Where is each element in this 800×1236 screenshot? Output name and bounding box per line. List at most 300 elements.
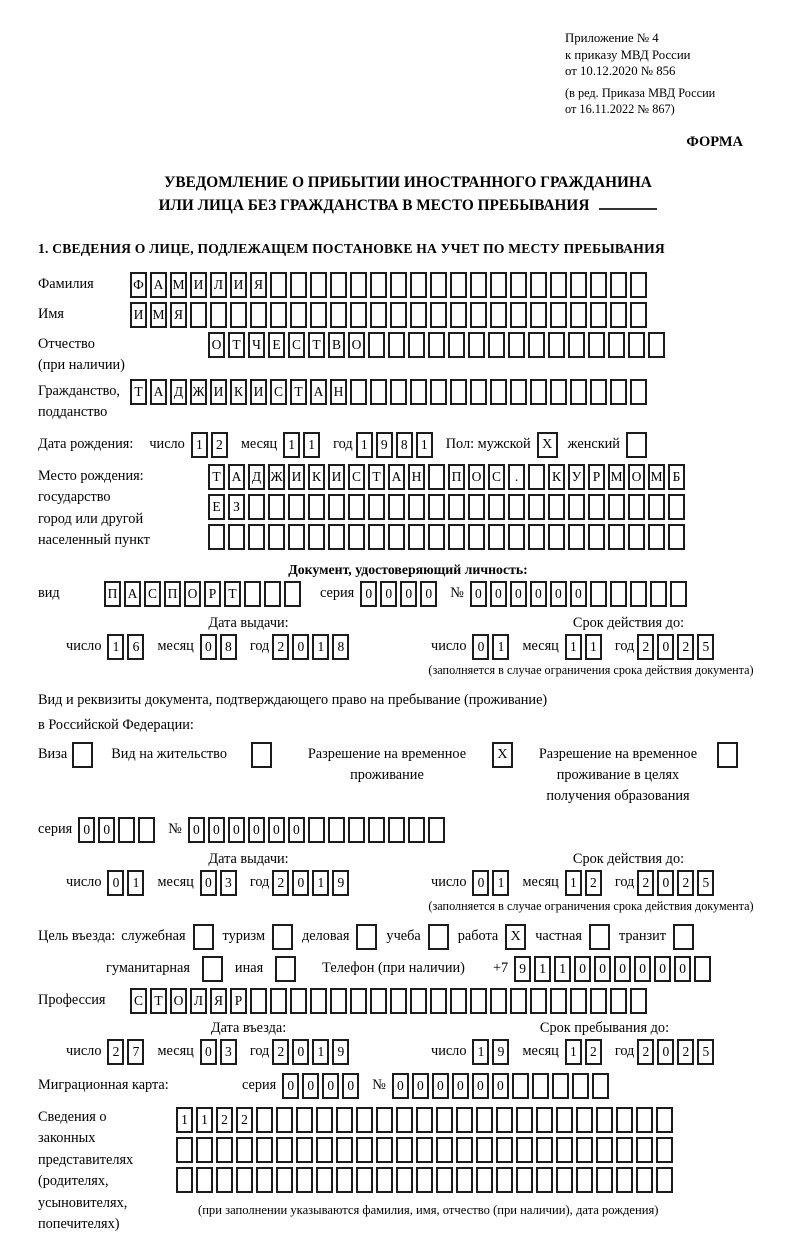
char-box[interactable]: 2 bbox=[585, 1039, 602, 1065]
char-box[interactable] bbox=[376, 1107, 393, 1133]
purpose-tourism-checkbox[interactable] bbox=[272, 924, 293, 950]
char-box[interactable] bbox=[328, 494, 345, 520]
char-box[interactable] bbox=[368, 524, 385, 550]
char-box[interactable] bbox=[256, 1167, 273, 1193]
char-box[interactable] bbox=[556, 1107, 573, 1133]
char-box[interactable]: 0 bbox=[594, 956, 611, 982]
char-box[interactable] bbox=[408, 524, 425, 550]
char-box[interactable]: 1 bbox=[492, 634, 509, 660]
char-box[interactable] bbox=[390, 988, 407, 1014]
char-box[interactable] bbox=[350, 302, 367, 328]
char-box[interactable] bbox=[388, 332, 405, 358]
char-box[interactable] bbox=[570, 272, 587, 298]
char-box[interactable] bbox=[290, 988, 307, 1014]
char-box[interactable] bbox=[196, 1137, 213, 1163]
char-box[interactable]: 0 bbox=[292, 634, 309, 660]
char-box[interactable] bbox=[118, 817, 135, 843]
char-box[interactable] bbox=[608, 524, 625, 550]
char-box[interactable] bbox=[556, 1167, 573, 1193]
char-box[interactable] bbox=[470, 302, 487, 328]
char-box[interactable] bbox=[516, 1137, 533, 1163]
char-box[interactable] bbox=[388, 817, 405, 843]
char-box[interactable]: 2 bbox=[211, 432, 228, 458]
char-box[interactable]: 0 bbox=[432, 1073, 449, 1099]
char-box[interactable] bbox=[590, 302, 607, 328]
char-box[interactable]: А bbox=[310, 379, 327, 405]
char-box[interactable]: Е bbox=[208, 494, 225, 520]
char-box[interactable] bbox=[656, 1137, 673, 1163]
char-box[interactable] bbox=[296, 1137, 313, 1163]
char-box[interactable]: 2 bbox=[677, 634, 694, 660]
char-box[interactable] bbox=[512, 1073, 529, 1099]
char-box[interactable] bbox=[390, 302, 407, 328]
sex-female-checkbox[interactable] bbox=[626, 432, 647, 458]
char-box[interactable] bbox=[476, 1137, 493, 1163]
char-box[interactable] bbox=[596, 1167, 613, 1193]
char-box[interactable] bbox=[650, 581, 667, 607]
char-box[interactable] bbox=[476, 1167, 493, 1193]
char-box[interactable] bbox=[256, 1107, 273, 1133]
char-box[interactable]: 0 bbox=[200, 1039, 217, 1065]
char-box[interactable] bbox=[410, 379, 427, 405]
char-box[interactable]: 0 bbox=[248, 817, 265, 843]
char-box[interactable] bbox=[430, 272, 447, 298]
char-box[interactable]: С bbox=[130, 988, 147, 1014]
purpose-business-checkbox[interactable] bbox=[356, 924, 377, 950]
char-box[interactable] bbox=[368, 817, 385, 843]
char-box[interactable]: 0 bbox=[228, 817, 245, 843]
char-box[interactable]: 1 bbox=[283, 432, 300, 458]
char-box[interactable] bbox=[648, 524, 665, 550]
char-box[interactable] bbox=[410, 302, 427, 328]
char-box[interactable]: 0 bbox=[288, 817, 305, 843]
char-box[interactable] bbox=[670, 581, 687, 607]
char-box[interactable] bbox=[596, 1137, 613, 1163]
char-box[interactable]: 0 bbox=[674, 956, 691, 982]
char-box[interactable] bbox=[290, 302, 307, 328]
char-box[interactable]: Р bbox=[204, 581, 221, 607]
char-box[interactable] bbox=[570, 988, 587, 1014]
char-box[interactable] bbox=[530, 379, 547, 405]
char-box[interactable]: 0 bbox=[510, 581, 527, 607]
char-box[interactable] bbox=[596, 1107, 613, 1133]
char-box[interactable]: 0 bbox=[98, 817, 115, 843]
char-box[interactable]: 0 bbox=[472, 870, 489, 896]
char-box[interactable] bbox=[510, 379, 527, 405]
char-box[interactable] bbox=[448, 332, 465, 358]
char-box[interactable]: 1 bbox=[196, 1107, 213, 1133]
purpose-other-checkbox[interactable] bbox=[275, 956, 296, 982]
char-box[interactable] bbox=[330, 302, 347, 328]
char-box[interactable]: 1 bbox=[472, 1039, 489, 1065]
char-box[interactable] bbox=[276, 1107, 293, 1133]
char-box[interactable] bbox=[284, 581, 301, 607]
char-box[interactable]: 0 bbox=[292, 1039, 309, 1065]
char-box[interactable] bbox=[428, 524, 445, 550]
char-box[interactable]: 0 bbox=[574, 956, 591, 982]
char-box[interactable]: 0 bbox=[654, 956, 671, 982]
char-box[interactable] bbox=[490, 988, 507, 1014]
char-box[interactable]: К bbox=[308, 464, 325, 490]
char-box[interactable] bbox=[630, 272, 647, 298]
char-box[interactable] bbox=[450, 272, 467, 298]
char-box[interactable] bbox=[210, 302, 227, 328]
char-box[interactable]: 1 bbox=[176, 1107, 193, 1133]
char-box[interactable]: О bbox=[468, 464, 485, 490]
char-box[interactable] bbox=[436, 1107, 453, 1133]
char-box[interactable]: 0 bbox=[490, 581, 507, 607]
char-box[interactable]: 1 bbox=[356, 432, 373, 458]
char-box[interactable]: 0 bbox=[412, 1073, 429, 1099]
char-box[interactable]: А bbox=[228, 464, 245, 490]
char-box[interactable] bbox=[528, 494, 545, 520]
char-box[interactable] bbox=[316, 1137, 333, 1163]
char-box[interactable]: П bbox=[164, 581, 181, 607]
char-box[interactable] bbox=[636, 1137, 653, 1163]
char-box[interactable] bbox=[248, 494, 265, 520]
char-box[interactable]: Я bbox=[210, 988, 227, 1014]
char-box[interactable] bbox=[416, 1107, 433, 1133]
char-box[interactable] bbox=[590, 272, 607, 298]
char-box[interactable]: 8 bbox=[220, 634, 237, 660]
char-box[interactable] bbox=[190, 302, 207, 328]
char-box[interactable]: 5 bbox=[697, 870, 714, 896]
char-box[interactable] bbox=[530, 988, 547, 1014]
char-box[interactable] bbox=[528, 524, 545, 550]
char-box[interactable] bbox=[288, 524, 305, 550]
char-box[interactable]: О bbox=[628, 464, 645, 490]
char-box[interactable] bbox=[228, 524, 245, 550]
char-box[interactable] bbox=[528, 332, 545, 358]
char-box[interactable]: 2 bbox=[272, 634, 289, 660]
char-box[interactable] bbox=[516, 1167, 533, 1193]
char-box[interactable] bbox=[396, 1107, 413, 1133]
char-box[interactable] bbox=[388, 494, 405, 520]
char-box[interactable]: 0 bbox=[492, 1073, 509, 1099]
char-box[interactable] bbox=[488, 524, 505, 550]
char-box[interactable] bbox=[368, 332, 385, 358]
char-box[interactable]: Л bbox=[210, 272, 227, 298]
char-box[interactable]: Т bbox=[308, 332, 325, 358]
char-box[interactable] bbox=[630, 988, 647, 1014]
char-box[interactable]: 0 bbox=[400, 581, 417, 607]
char-box[interactable] bbox=[508, 524, 525, 550]
char-box[interactable]: И bbox=[230, 272, 247, 298]
char-box[interactable] bbox=[456, 1107, 473, 1133]
char-box[interactable]: Д bbox=[248, 464, 265, 490]
char-box[interactable] bbox=[264, 581, 281, 607]
char-box[interactable]: 7 bbox=[127, 1039, 144, 1065]
char-box[interactable] bbox=[276, 1137, 293, 1163]
char-box[interactable]: А bbox=[150, 379, 167, 405]
char-box[interactable] bbox=[490, 272, 507, 298]
char-box[interactable]: О bbox=[348, 332, 365, 358]
char-box[interactable] bbox=[244, 581, 261, 607]
char-box[interactable]: С bbox=[144, 581, 161, 607]
char-box[interactable] bbox=[588, 494, 605, 520]
char-box[interactable]: 6 bbox=[127, 634, 144, 660]
char-box[interactable] bbox=[510, 302, 527, 328]
char-box[interactable] bbox=[296, 1107, 313, 1133]
char-box[interactable] bbox=[576, 1137, 593, 1163]
temp-residence-checkbox[interactable]: X bbox=[492, 742, 513, 768]
char-box[interactable]: Я bbox=[250, 272, 267, 298]
char-box[interactable]: И bbox=[130, 302, 147, 328]
char-box[interactable] bbox=[216, 1167, 233, 1193]
char-box[interactable] bbox=[270, 988, 287, 1014]
char-box[interactable] bbox=[276, 1167, 293, 1193]
char-box[interactable]: П bbox=[104, 581, 121, 607]
char-box[interactable] bbox=[496, 1167, 513, 1193]
char-box[interactable] bbox=[450, 988, 467, 1014]
char-box[interactable] bbox=[576, 1167, 593, 1193]
char-box[interactable]: 9 bbox=[376, 432, 393, 458]
char-box[interactable] bbox=[648, 332, 665, 358]
char-box[interactable] bbox=[348, 494, 365, 520]
char-box[interactable]: 0 bbox=[472, 634, 489, 660]
char-box[interactable]: 2 bbox=[637, 1039, 654, 1065]
char-box[interactable] bbox=[216, 1137, 233, 1163]
char-box[interactable] bbox=[576, 1107, 593, 1133]
char-box[interactable] bbox=[548, 524, 565, 550]
char-box[interactable]: 1 bbox=[191, 432, 208, 458]
char-box[interactable] bbox=[468, 494, 485, 520]
char-box[interactable]: О bbox=[170, 988, 187, 1014]
char-box[interactable]: А bbox=[150, 272, 167, 298]
char-box[interactable] bbox=[328, 524, 345, 550]
char-box[interactable]: 9 bbox=[332, 870, 349, 896]
char-box[interactable]: Н bbox=[330, 379, 347, 405]
char-box[interactable] bbox=[588, 332, 605, 358]
char-box[interactable] bbox=[530, 302, 547, 328]
char-box[interactable] bbox=[508, 494, 525, 520]
char-box[interactable]: У bbox=[568, 464, 585, 490]
char-box[interactable]: 2 bbox=[677, 870, 694, 896]
char-box[interactable] bbox=[436, 1167, 453, 1193]
char-box[interactable]: 1 bbox=[534, 956, 551, 982]
char-box[interactable] bbox=[356, 1137, 373, 1163]
char-box[interactable]: П bbox=[448, 464, 465, 490]
char-box[interactable]: 0 bbox=[614, 956, 631, 982]
char-box[interactable] bbox=[370, 302, 387, 328]
char-box[interactable] bbox=[468, 332, 485, 358]
char-box[interactable] bbox=[610, 302, 627, 328]
char-box[interactable]: 2 bbox=[637, 634, 654, 660]
char-box[interactable] bbox=[350, 379, 367, 405]
char-box[interactable] bbox=[630, 379, 647, 405]
char-box[interactable]: 0 bbox=[360, 581, 377, 607]
char-box[interactable]: 0 bbox=[200, 634, 217, 660]
char-box[interactable] bbox=[556, 1137, 573, 1163]
char-box[interactable] bbox=[490, 302, 507, 328]
char-box[interactable] bbox=[370, 988, 387, 1014]
char-box[interactable]: 2 bbox=[216, 1107, 233, 1133]
char-box[interactable]: 0 bbox=[200, 870, 217, 896]
char-box[interactable] bbox=[236, 1167, 253, 1193]
char-box[interactable]: 1 bbox=[312, 634, 329, 660]
char-box[interactable] bbox=[636, 1107, 653, 1133]
char-box[interactable] bbox=[356, 1107, 373, 1133]
char-box[interactable] bbox=[248, 524, 265, 550]
char-box[interactable] bbox=[430, 302, 447, 328]
purpose-study-checkbox[interactable] bbox=[428, 924, 449, 950]
char-box[interactable]: 1 bbox=[565, 634, 582, 660]
char-box[interactable]: Б bbox=[668, 464, 685, 490]
char-box[interactable] bbox=[510, 272, 527, 298]
char-box[interactable] bbox=[176, 1167, 193, 1193]
char-box[interactable] bbox=[310, 272, 327, 298]
char-box[interactable]: С bbox=[348, 464, 365, 490]
char-box[interactable]: 0 bbox=[302, 1073, 319, 1099]
sex-male-checkbox[interactable]: X bbox=[537, 432, 558, 458]
char-box[interactable] bbox=[510, 988, 527, 1014]
char-box[interactable] bbox=[550, 988, 567, 1014]
char-box[interactable]: Я bbox=[170, 302, 187, 328]
char-box[interactable] bbox=[568, 332, 585, 358]
char-box[interactable] bbox=[428, 494, 445, 520]
char-box[interactable] bbox=[176, 1137, 193, 1163]
char-box[interactable] bbox=[196, 1167, 213, 1193]
char-box[interactable]: 0 bbox=[107, 870, 124, 896]
char-box[interactable]: Т bbox=[208, 464, 225, 490]
char-box[interactable] bbox=[552, 1073, 569, 1099]
char-box[interactable] bbox=[628, 494, 645, 520]
char-box[interactable] bbox=[308, 817, 325, 843]
char-box[interactable] bbox=[310, 988, 327, 1014]
char-box[interactable] bbox=[330, 272, 347, 298]
char-box[interactable]: 0 bbox=[420, 581, 437, 607]
char-box[interactable]: Ж bbox=[268, 464, 285, 490]
char-box[interactable] bbox=[408, 817, 425, 843]
char-box[interactable] bbox=[610, 379, 627, 405]
char-box[interactable]: 0 bbox=[530, 581, 547, 607]
residence-permit-checkbox[interactable] bbox=[251, 742, 272, 768]
char-box[interactable] bbox=[290, 272, 307, 298]
char-box[interactable] bbox=[648, 494, 665, 520]
char-box[interactable] bbox=[628, 524, 645, 550]
purpose-official-checkbox[interactable] bbox=[193, 924, 214, 950]
char-box[interactable]: 2 bbox=[107, 1039, 124, 1065]
char-box[interactable] bbox=[356, 1167, 373, 1193]
char-box[interactable] bbox=[236, 1137, 253, 1163]
char-box[interactable] bbox=[370, 379, 387, 405]
char-box[interactable] bbox=[530, 272, 547, 298]
char-box[interactable] bbox=[570, 302, 587, 328]
char-box[interactable] bbox=[628, 332, 645, 358]
char-box[interactable]: 9 bbox=[492, 1039, 509, 1065]
char-box[interactable]: 1 bbox=[585, 634, 602, 660]
char-box[interactable]: 8 bbox=[396, 432, 413, 458]
char-box[interactable]: Ф bbox=[130, 272, 147, 298]
char-box[interactable] bbox=[496, 1107, 513, 1133]
char-box[interactable] bbox=[270, 272, 287, 298]
char-box[interactable] bbox=[390, 379, 407, 405]
char-box[interactable] bbox=[368, 494, 385, 520]
purpose-transit-checkbox[interactable] bbox=[673, 924, 694, 950]
char-box[interactable] bbox=[590, 581, 607, 607]
char-box[interactable]: 5 bbox=[697, 1039, 714, 1065]
char-box[interactable] bbox=[532, 1073, 549, 1099]
char-box[interactable]: Н bbox=[408, 464, 425, 490]
char-box[interactable]: О bbox=[208, 332, 225, 358]
char-box[interactable]: 1 bbox=[107, 634, 124, 660]
char-box[interactable]: 9 bbox=[514, 956, 531, 982]
char-box[interactable] bbox=[592, 1073, 609, 1099]
char-box[interactable] bbox=[336, 1137, 353, 1163]
char-box[interactable]: М bbox=[150, 302, 167, 328]
char-box[interactable] bbox=[410, 988, 427, 1014]
char-box[interactable] bbox=[570, 379, 587, 405]
char-box[interactable] bbox=[268, 494, 285, 520]
char-box[interactable]: М bbox=[170, 272, 187, 298]
char-box[interactable]: 0 bbox=[292, 870, 309, 896]
visa-checkbox[interactable] bbox=[72, 742, 93, 768]
char-box[interactable]: 0 bbox=[342, 1073, 359, 1099]
char-box[interactable]: 0 bbox=[657, 1039, 674, 1065]
char-box[interactable]: 2 bbox=[637, 870, 654, 896]
char-box[interactable] bbox=[288, 494, 305, 520]
char-box[interactable] bbox=[630, 581, 647, 607]
char-box[interactable] bbox=[428, 817, 445, 843]
char-box[interactable] bbox=[608, 494, 625, 520]
char-box[interactable] bbox=[450, 302, 467, 328]
char-box[interactable]: Р bbox=[588, 464, 605, 490]
char-box[interactable] bbox=[408, 494, 425, 520]
char-box[interactable] bbox=[230, 302, 247, 328]
char-box[interactable]: 0 bbox=[282, 1073, 299, 1099]
char-box[interactable] bbox=[256, 1137, 273, 1163]
char-box[interactable]: И bbox=[190, 272, 207, 298]
char-box[interactable]: Ж bbox=[190, 379, 207, 405]
char-box[interactable]: 0 bbox=[188, 817, 205, 843]
char-box[interactable] bbox=[488, 332, 505, 358]
char-box[interactable]: И bbox=[288, 464, 305, 490]
char-box[interactable]: В bbox=[328, 332, 345, 358]
char-box[interactable] bbox=[408, 332, 425, 358]
char-box[interactable]: 0 bbox=[380, 581, 397, 607]
char-box[interactable] bbox=[536, 1167, 553, 1193]
char-box[interactable] bbox=[268, 524, 285, 550]
char-box[interactable] bbox=[376, 1167, 393, 1193]
char-box[interactable] bbox=[336, 1167, 353, 1193]
char-box[interactable]: И bbox=[250, 379, 267, 405]
char-box[interactable] bbox=[668, 524, 685, 550]
char-box[interactable] bbox=[550, 379, 567, 405]
char-box[interactable]: 1 bbox=[312, 870, 329, 896]
char-box[interactable]: 1 bbox=[565, 1039, 582, 1065]
char-box[interactable] bbox=[636, 1167, 653, 1193]
char-box[interactable] bbox=[548, 494, 565, 520]
char-box[interactable] bbox=[450, 379, 467, 405]
char-box[interactable]: С bbox=[288, 332, 305, 358]
char-box[interactable]: 2 bbox=[272, 1039, 289, 1065]
char-box[interactable]: Т bbox=[228, 332, 245, 358]
char-box[interactable]: Е bbox=[268, 332, 285, 358]
char-box[interactable] bbox=[590, 379, 607, 405]
char-box[interactable]: 0 bbox=[657, 634, 674, 660]
char-box[interactable] bbox=[138, 817, 155, 843]
char-box[interactable] bbox=[310, 302, 327, 328]
char-box[interactable] bbox=[516, 1107, 533, 1133]
char-box[interactable] bbox=[488, 494, 505, 520]
char-box[interactable]: Т bbox=[130, 379, 147, 405]
char-box[interactable]: Т bbox=[290, 379, 307, 405]
char-box[interactable] bbox=[616, 1107, 633, 1133]
char-box[interactable]: С bbox=[270, 379, 287, 405]
char-box[interactable] bbox=[476, 1107, 493, 1133]
char-box[interactable] bbox=[656, 1107, 673, 1133]
char-box[interactable]: М bbox=[608, 464, 625, 490]
